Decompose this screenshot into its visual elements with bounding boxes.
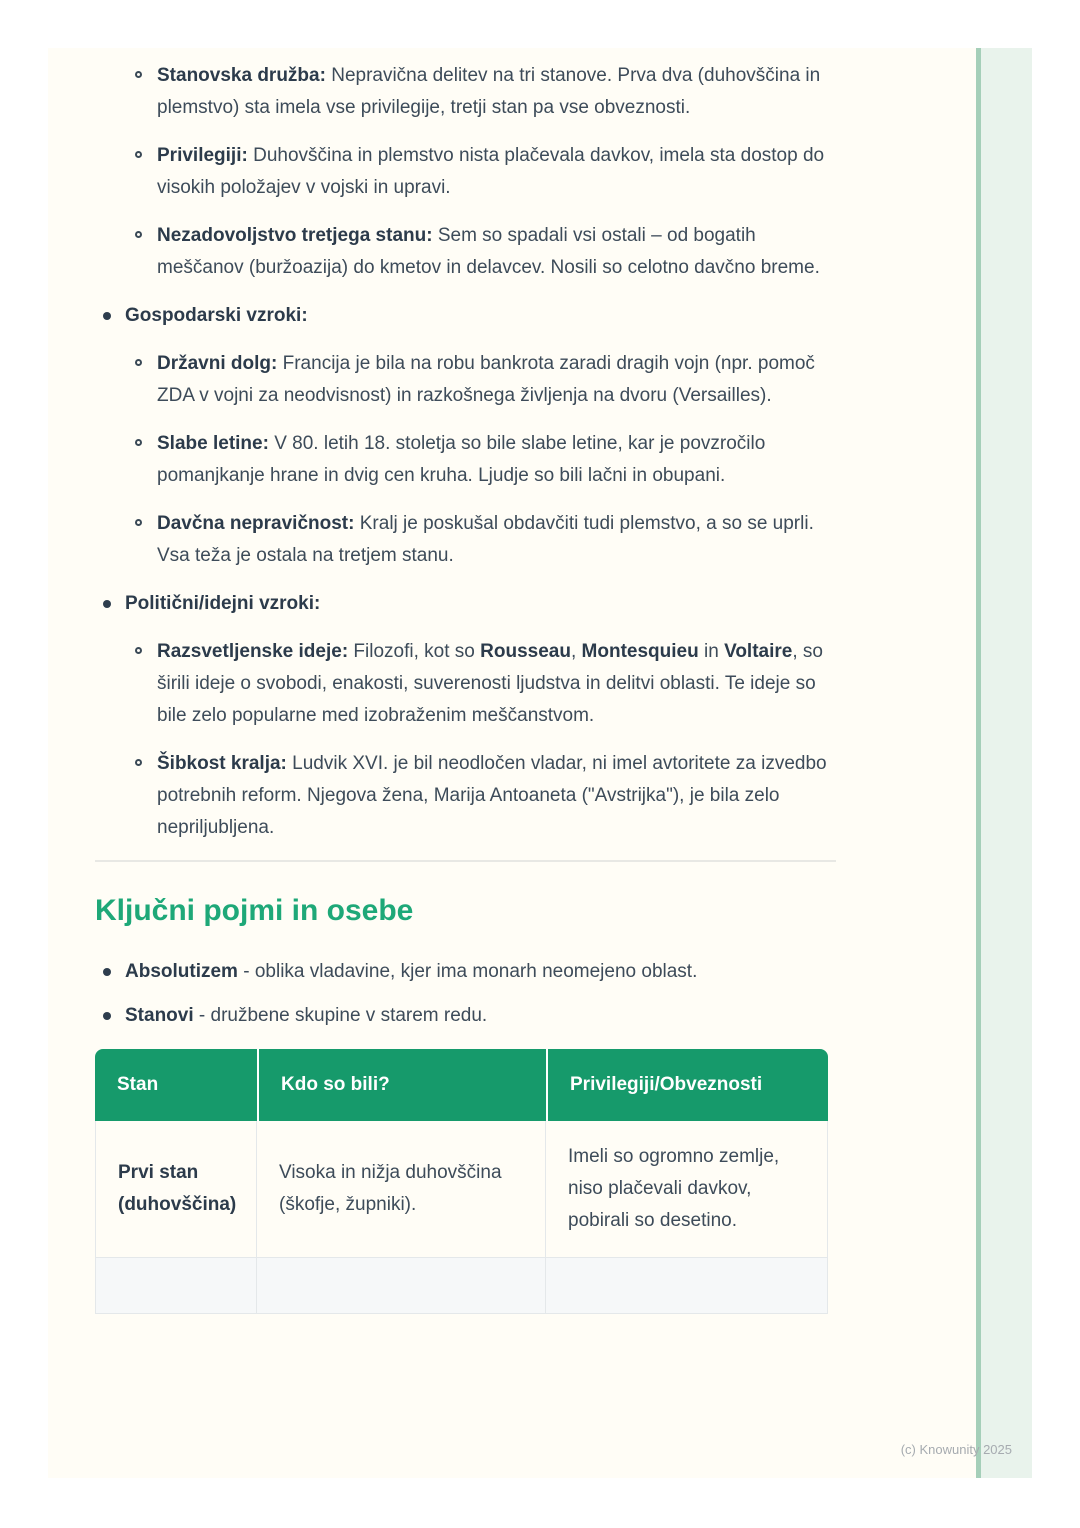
key-terms-list xyxy=(95,956,836,1032)
list-item xyxy=(95,220,836,284)
page-content xyxy=(95,60,836,1314)
list-item-term: Absolutizem xyxy=(125,961,238,982)
list-item-text: Francija je bila na robu bankrota zaradi dragih vojn (npr. pomoč ZDA v vojni za neodvisnost) in razkošnega življenja na dvoru (Versailles). xyxy=(157,353,815,406)
list-item-text: Ludvik XVI. je bil neodločen vladar, ni imel avtoritete za izvedbo potrebnih reform. Njegova žena, Marija Antoaneta ("Avstrijka"), je bila zelo nepriljubljena. xyxy=(157,753,827,838)
circle-bullet-icon xyxy=(135,759,142,766)
table-header-privilegiji: Privilegiji/Obveznosti xyxy=(546,1049,828,1121)
list-item-term: Slabe letine: xyxy=(157,433,269,454)
list-item-text: Sem so spadali vsi ostali – od bogatih meščanov (buržoazija) do kmetov in delavcev. Nosili so celotno davčno breme. xyxy=(157,225,820,278)
table-row xyxy=(95,1121,828,1258)
disc-bullet-icon xyxy=(103,312,111,320)
table-cell-kdo: Visoka in nižja duhovščina (škofje, župniki). xyxy=(257,1121,546,1258)
list-item-text: - oblika vladavine, kjer ima monarh neomejeno oblast. xyxy=(237,961,698,982)
circle-bullet-icon xyxy=(135,647,142,654)
econ-causes-title: Gospodarski vzroki: xyxy=(95,300,836,332)
list-item-term: Šibkost kralja: xyxy=(157,753,287,774)
table-header-stan: Stan xyxy=(95,1049,257,1121)
list-item-term: Stanovi xyxy=(125,1005,194,1026)
circle-bullet-icon xyxy=(135,519,142,526)
list-item xyxy=(95,956,836,988)
list-item-text: Kralj je poskušal obdavčiti tudi plemstvo, a so se uprli. Vsa teža je ostala na tretjem stanu. xyxy=(157,513,814,566)
list-item: Razsvetljenske ideje: Filozofi, kot so Rousseau, Montesquieu in Voltaire, so širili ideje o svobodi, enakosti, suverenosti ljudstva in delitvi oblasti. Te ideje so bile zelo popularne med izobraženim meščanstvom. xyxy=(95,636,836,732)
social-causes-list xyxy=(95,60,836,284)
table-header-kdo: Kdo so bili? xyxy=(257,1049,546,1121)
table-header-row xyxy=(95,1049,828,1121)
list-item xyxy=(95,348,836,412)
list-item xyxy=(95,140,836,204)
estates-table xyxy=(95,1049,828,1314)
list-item-text: Nepravična delitev na tri stanove. Prva dva (duhovščina in plemstvo) sta imela vse privilegije, tretji stan pa vse obveznosti. xyxy=(157,65,821,118)
circle-bullet-icon xyxy=(135,151,142,158)
pol-causes-title: Politični/idejni vzroki: xyxy=(95,588,836,620)
disc-bullet-icon xyxy=(103,1012,111,1020)
list-item-text: - družbene skupine v starem redu. xyxy=(193,1005,488,1026)
list-item xyxy=(95,748,836,844)
table-cell-stan: Prvi stan (duhovščina) xyxy=(95,1121,257,1258)
watermark: (c) Knowunity 2025 xyxy=(900,1442,1012,1457)
list-item xyxy=(95,1000,836,1032)
list-item xyxy=(95,508,836,572)
list-item-text: V 80. letih 18. stoletja so bile slabe letine, kar je povzročilo pomanjkanje hrane in dvig cen kruha. Ljudje so bili lačni in obupani. xyxy=(157,433,766,486)
econ-causes-list xyxy=(95,348,836,572)
table-cell-kdo xyxy=(257,1258,546,1314)
list-item-term: Davčna nepravičnost: xyxy=(157,513,355,534)
list-item xyxy=(95,428,836,492)
circle-bullet-icon xyxy=(135,359,142,366)
table-row-clipped xyxy=(95,1258,828,1314)
list-item-term: Nezadovoljstvo tretjega stanu: xyxy=(157,225,433,246)
circle-bullet-icon xyxy=(135,231,142,238)
table-cell-privilegiji xyxy=(546,1258,828,1314)
page-right-stripe xyxy=(976,48,1032,1478)
list-item-term: Stanovska družba: xyxy=(157,65,326,86)
list-item-term: Državni dolg: xyxy=(157,353,278,374)
circle-bullet-icon xyxy=(135,439,142,446)
section-heading: Ključni pojmi in osebe xyxy=(95,894,414,927)
circle-bullet-icon xyxy=(135,71,142,78)
document-page xyxy=(48,48,1032,1478)
disc-bullet-icon xyxy=(103,968,111,976)
list-item xyxy=(95,60,836,124)
list-item-text: Duhovščina in plemstvo nista plačevala davkov, imela sta dostop do visokih položajev v vojski in upravi. xyxy=(157,145,825,198)
section-divider xyxy=(95,860,836,862)
pol-causes-list xyxy=(95,636,836,844)
disc-bullet-icon xyxy=(103,600,111,608)
table-cell-privilegiji: Imeli so ogromno zemlje, niso plačevali davkov, pobirali so desetino. xyxy=(546,1121,828,1258)
table-cell-stan xyxy=(95,1258,257,1314)
list-item-term: Privilegiji: xyxy=(157,145,248,166)
